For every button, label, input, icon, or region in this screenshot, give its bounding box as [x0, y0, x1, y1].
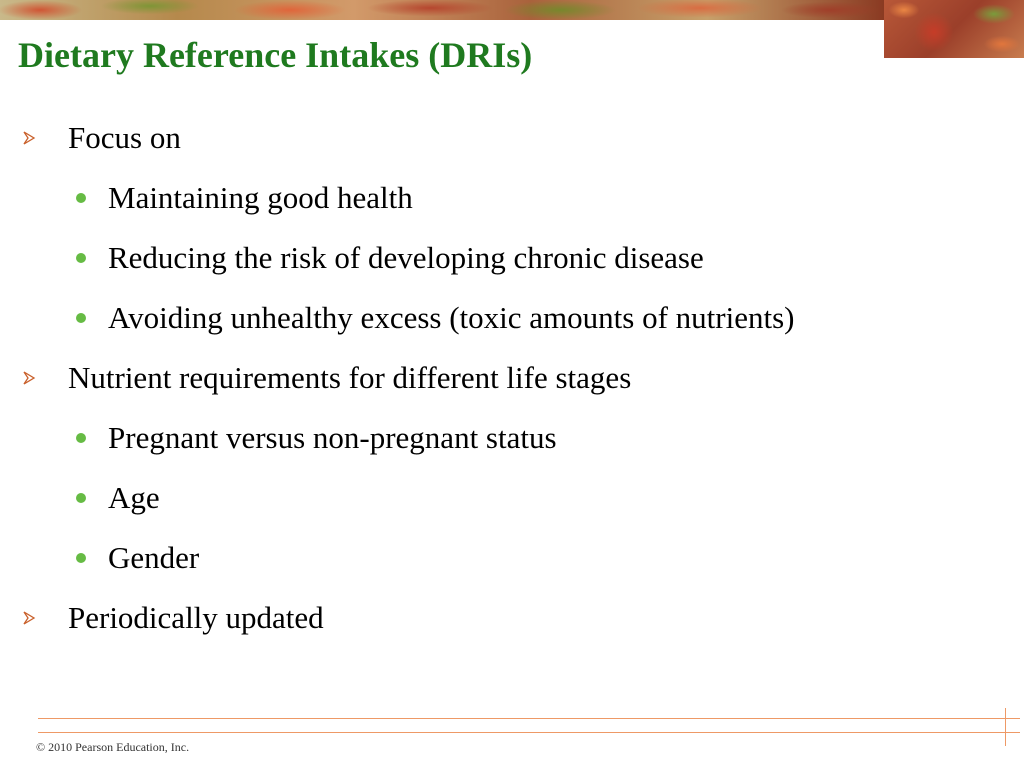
dot-bullet-icon [76, 313, 86, 323]
header-food-banner [0, 0, 884, 20]
copyright-notice: © 2010 Pearson Education, Inc. [36, 740, 190, 754]
corner-food-image [884, 0, 1024, 58]
footer-vertical-line [1005, 708, 1006, 746]
bullet-item-level2: Pregnant versus non-pregnant status [108, 420, 557, 455]
bullet-item-level1: Periodically updated [68, 600, 324, 635]
dot-bullet-icon [76, 253, 86, 263]
bullet-item-level2: Avoiding unhealthy excess (toxic amounts of nutrients) [108, 300, 795, 335]
dot-bullet-icon [76, 553, 86, 563]
bullet-item-level2: Gender [108, 540, 200, 575]
dot-bullet-icon [76, 193, 86, 203]
slide-title: Dietary Reference Intakes (DRIs) [18, 35, 533, 75]
bullet-item-level1: Focus on [68, 120, 181, 155]
dot-bullet-icon [76, 493, 86, 503]
bullet-item-level1: Nutrient requirements for different life stages [68, 360, 632, 395]
bullet-item-level2: Maintaining good health [108, 180, 413, 215]
arrowhead-bullet-icon [22, 371, 36, 385]
arrowhead-bullet-icon [22, 131, 36, 145]
dot-bullet-icon [76, 433, 86, 443]
bullet-item-level2: Age [108, 480, 160, 515]
bullet-item-level2: Reducing the risk of developing chronic disease [108, 240, 704, 275]
arrowhead-bullet-icon [22, 611, 36, 625]
footer-divider-line [38, 732, 1020, 733]
footer-divider-line [38, 718, 1020, 719]
